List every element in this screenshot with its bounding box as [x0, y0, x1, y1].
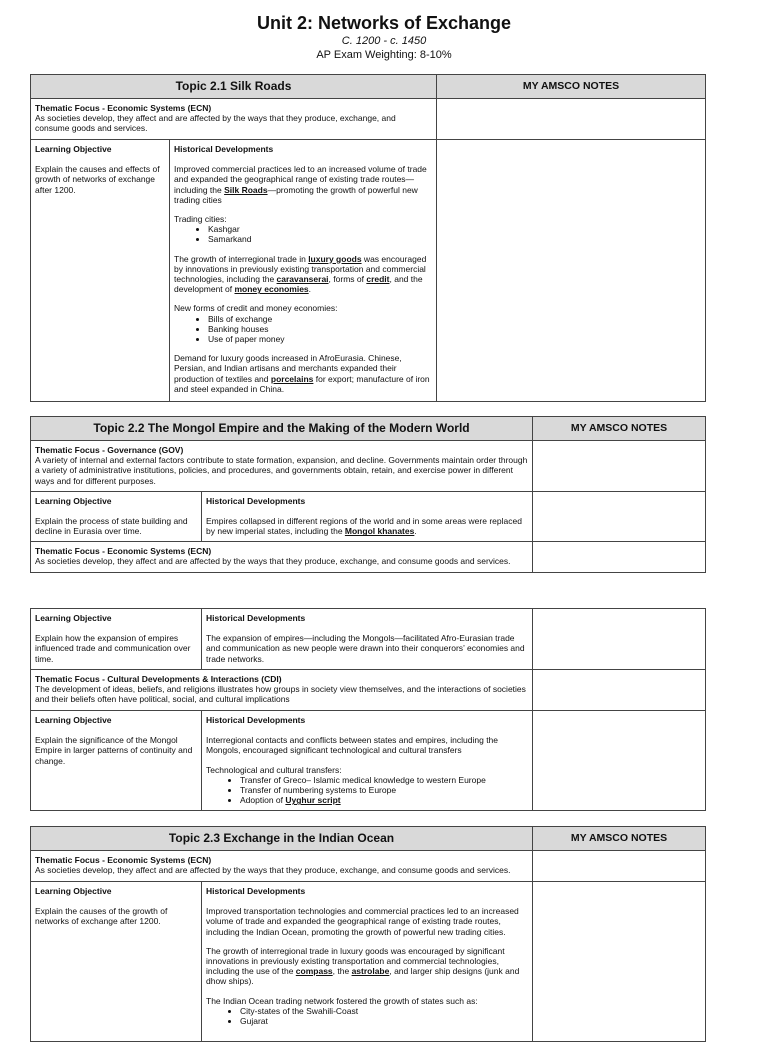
historical-developments: Historical Developments Interregional contacts and conflicts between states and empires, including the Mongols, encouraged significant technological and cultural transfers Technological and cultural transfers: • Transfer of Greco– Islamic medical knowledge to western Europe • Transfer of numbering systems to Europe • Adoption of Uyghur script	[202, 711, 533, 811]
learning-objective: Learning Objective Explain the significance of the Mongol Empire in larger patterns of continuity and change.	[31, 711, 202, 811]
notes-header: MY AMSCO NOTES	[533, 827, 706, 851]
hd-paragraph: The growth of interregional trade in luxury goods was encouraged by innovations in previously existing transportation and commercial technologies, including the caravanserai, forms of credit, and the development of money economies.	[174, 253, 427, 295]
hd-paragraph: Improved transportation technologies and commercial practices led to an increased volume of trade and expanded the geographical range of existing trade routes, including the Indian Ocean, promoting the growth of powerful new trading cities.	[206, 906, 519, 937]
historical-developments: Historical Developments Improved commercial practices led to an increased volume of trade and expanded the geographical range of existing trade routes— including the Silk Roads—promoting the growth of powerful new trading cities Trading cities: • Kashgar • Samarkand The growth of interregional trade in luxury goods was encouraged by innovations in previously existing transportation and commercial technologies, including the caravanserai, forms of credit, and the development of money economies. New forms of credit and money economies: • Bills of exchange • Banking houses • Use of paper money Demand for luxury goods increased in AfroEurasia. Chinese, Persian, and Indian artisans and merchants expanded their production of textiles and porcelains for export; manufacture of iron and steel expanded in China.	[170, 140, 437, 402]
historical-developments: Historical Developments The expansion of empires—including the Mongols—facilitated Afro-Eurasian trade and communication as new people were drawn into their conquerors’ economies and trade networks.	[202, 609, 533, 670]
trading-cities-list	[174, 224, 432, 244]
notes-header: MY AMSCO NOTES	[533, 417, 706, 441]
page-header	[0, 12, 768, 62]
hd-paragraph: The growth of interregional trade in luxury goods was encouraged by significant innovations in previously existing transportation and commercial technologies, including the use of the compass, the astrolabe, and larger ship designs (junk and dhow ships).	[206, 945, 520, 987]
topic-2-2-table	[30, 416, 706, 573]
historical-developments: Historical Developments Empires collapsed in different regions of the world and in some areas were replaced by new imperial states, including the Mongol khanates.	[202, 492, 533, 542]
exam-weighting: AP Exam Weighting: 8-10%	[316, 49, 452, 61]
keyword-silk-roads: Silk Roads	[224, 184, 268, 195]
keyword-uyghur-script: Uyghur script	[285, 795, 341, 806]
page-title: Unit 2: Networks of Exchange	[256, 13, 512, 33]
list-label: New forms of credit and money economies:	[174, 303, 338, 314]
date-range: C. 1200 - c. 1450	[341, 35, 427, 47]
list-item: • City-states of the Swahili-Coast	[240, 1006, 528, 1016]
learning-objective: Learning Objective Explain the process of state building and decline in Eurasia over time.	[31, 492, 202, 542]
credit-list	[174, 314, 432, 345]
hd-paragraph: Improved commercial practices led to an increased volume of trade and expanded the geographical range of existing trade routes— including the Silk Roads—promoting the growth of powerful new trading cities	[174, 164, 427, 205]
list-label: Technological and cultural transfers:	[206, 764, 342, 775]
list-item: • Banking houses	[208, 324, 432, 334]
thematic-focus-ecn: Thematic Focus - Economic Systems (ECN) As societies develop, they affect and are affected by the ways that they produce, exchange, and consume goods and services.	[31, 99, 437, 140]
hd-paragraph: Empires collapsed in different regions of the world and in some areas were replaced by new imperial states, including the Mongol khanates.	[206, 516, 522, 537]
list-label: The Indian Ocean trading network fostered the growth of states such as:	[206, 995, 478, 1006]
topic-2-1-table	[30, 74, 706, 402]
list-item: • Bills of exchange	[208, 314, 432, 324]
keyword-money-economies: money economies	[234, 284, 309, 295]
list-item: • Transfer of numbering systems to Europe	[240, 785, 528, 795]
notes-cell[interactable]	[533, 609, 706, 670]
list-label: Trading cities:	[174, 214, 227, 225]
list-item: • Adoption of Uyghur script	[240, 795, 528, 805]
topic-title: Topic 2.2 The Mongol Empire and the Making of the Modern World	[31, 417, 533, 441]
learning-objective: Learning Objective Explain the causes of the growth of networks of exchange after 1200.	[31, 882, 202, 1042]
keyword-astrolabe: astrolabe	[351, 966, 390, 977]
list-item: • Samarkand	[208, 234, 432, 244]
notes-cell[interactable]	[533, 441, 706, 492]
notes-cell[interactable]	[533, 542, 706, 573]
historical-developments: Historical Developments Improved transportation technologies and commercial practices led to an increased volume of trade and expanded the geographical range of existing trade routes, including the Indian Ocean, promoting the growth of powerful new trading cities. The growth of interregional trade in luxury goods was encouraged by significant innovations in previously existing transportation and commercial technologies, including the use of the compass, the astrolabe, and larger ship designs (junk and dhow ships). The Indian Ocean trading network fostered the growth of states such as: • City-states of the Swahili-Coast • Gujarat	[202, 882, 533, 1042]
keyword-porcelains: porcelains	[270, 373, 314, 384]
thematic-focus-ecn: Thematic Focus - Economic Systems (ECN) As societies develop, they affect and are affected by the ways that they produce, exchange, and consume goods and services.	[31, 851, 533, 882]
thematic-focus-gov: Thematic Focus - Governance (GOV) A variety of internal and external factors contribute to state formation, expansion, and decline. Governments maintain order through a variety of administrative institutions, policies, and procedures, and governments obtain, retain, and exercise power in different ways and for different purposes.	[31, 441, 533, 492]
keyword-credit: credit	[366, 274, 390, 285]
thematic-focus-ecn: Thematic Focus - Economic Systems (ECN) As societies develop, they affect and are affected by the ways that they produce, exchange, and consume goods and services.	[31, 542, 533, 573]
topic-2-2-continued-table	[30, 608, 706, 811]
notes-cell[interactable]	[533, 670, 706, 711]
keyword-caravanserai: caravanserai	[276, 274, 329, 285]
notes-cell[interactable]	[437, 99, 706, 140]
notes-cell[interactable]	[437, 140, 706, 402]
topic-2-3-table	[30, 826, 706, 1042]
notes-header: MY AMSCO NOTES	[437, 75, 706, 99]
thematic-focus-cdi: Thematic Focus - Cultural Developments & Interactions (CDI) The development of ideas, beliefs, and religions illustrates how groups in society view themselves, and the interactions of societies and their beliefs often have political, social, and cultural implications	[31, 670, 533, 711]
states-list	[206, 1006, 528, 1026]
notes-cell[interactable]	[533, 711, 706, 811]
keyword-compass: compass	[295, 966, 333, 977]
learning-objective: Learning Objective Explain the causes and effects of growth of networks of exchange after 1200.	[31, 140, 170, 402]
notes-cell[interactable]	[533, 492, 706, 542]
keyword-luxury-goods: luxury goods	[308, 253, 362, 264]
learning-objective: Learning Objective Explain how the expansion of empires influenced trade and communication over time.	[31, 609, 202, 670]
list-item: • Gujarat	[240, 1016, 528, 1026]
hd-paragraph: Demand for luxury goods increased in AfroEurasia. Chinese, Persian, and Indian artisans and merchants expanded their production of textiles and porcelains for export; manufacture of iron and steel expanded in China.	[174, 353, 430, 394]
topic-title: Topic 2.3 Exchange in the Indian Ocean	[31, 827, 533, 851]
notes-cell[interactable]	[533, 882, 706, 1042]
hd-paragraph: Interregional contacts and conflicts between states and empires, including the Mongols, encouraged significant technological and cultural transfers	[206, 735, 499, 756]
list-item: • Kashgar	[208, 224, 432, 234]
list-item: • Transfer of Greco– Islamic medical knowledge to western Europe	[240, 775, 528, 785]
list-item: • Use of paper money	[208, 334, 432, 344]
keyword-mongol-khanates: Mongol khanates	[344, 526, 415, 537]
transfers-list	[206, 775, 528, 806]
notes-cell[interactable]	[533, 851, 706, 882]
topic-title: Topic 2.1 Silk Roads	[31, 75, 437, 99]
